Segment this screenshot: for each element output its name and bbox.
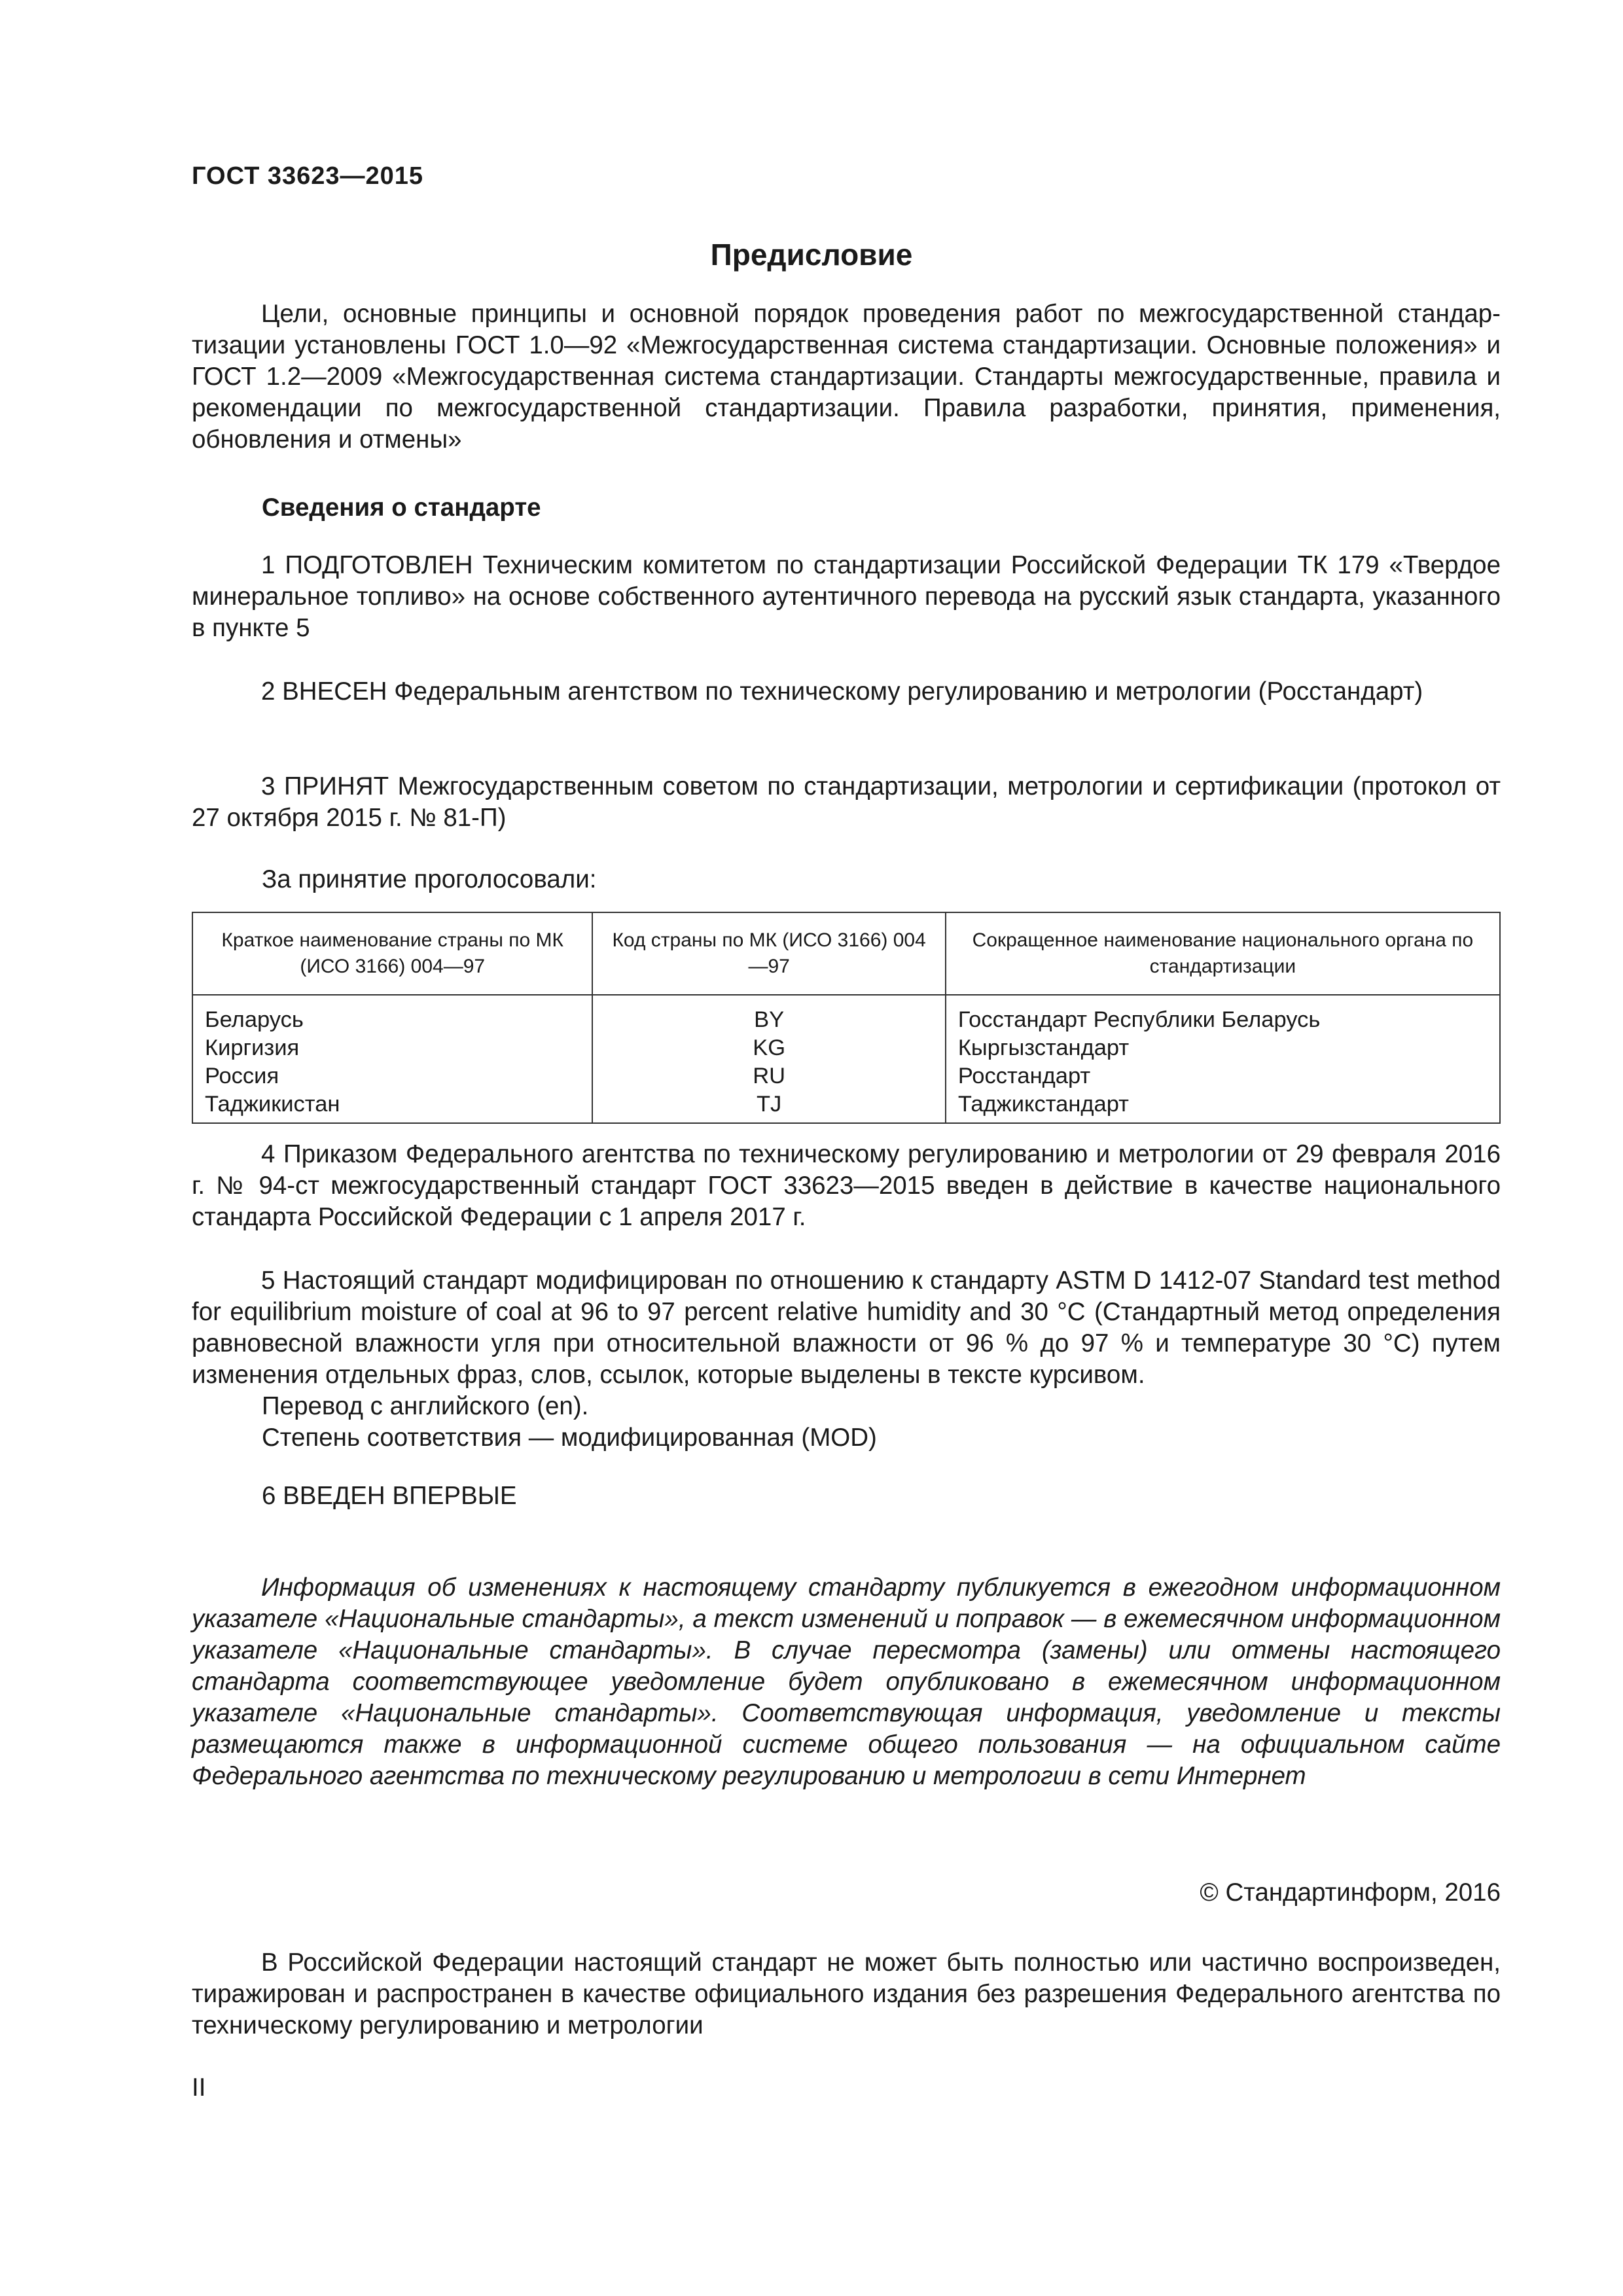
item-5-paragraph: 5 Настоящий стандарт модифицирован по отношению к стандарту ASTM D 1412-07 Standard test method for equilibrium moisture of coal at 96 to 97 percent relative humidity and 30 °C (Стандартный метод определения равновесной влажности угля при относительной влажности от 96 % до 97 % и температуре 30 °С) путем изменения отдельных фраз, слов, ссылок, которые выделены в тексте курсивом. bbox=[192, 1266, 1501, 1389]
changes-info-paragraph: Информация об изменениях к настоящему стандарту публикуется в ежегодном информационном указателе «Национальные стандарты», а текст изменений и поправок — в ежемесячном информационном указателе «Национальные стандарты». В случае пересмотра (замены) или отмены настоящего стандарта соответствующее уведомление будет опубликовано в ежемесячном информационном указателе «Национальные стандарты». Соответствующая информация, уведомление и тексты размещаются также в информационной системе общего пользования — на официальном сайте Федерального агентства по техническому регулированию и метрологии в сети Интернет bbox=[192, 1573, 1501, 1790]
table-header-row bbox=[192, 912, 1500, 995]
info-heading: Сведения о стандарте bbox=[262, 493, 541, 522]
cell-code: KG bbox=[592, 1034, 945, 1062]
page-title: Предисловие bbox=[710, 238, 913, 272]
table-row bbox=[192, 995, 1500, 1034]
conformity-line: Степень соответствия — модифицированная (MOD) bbox=[262, 1424, 877, 1452]
cell-code: TJ bbox=[592, 1090, 945, 1123]
header-code: Код страны по МК (ИСО 3166) 004—97 bbox=[592, 912, 945, 995]
table-row bbox=[192, 1034, 1500, 1062]
cell-country: Киргизия bbox=[192, 1034, 592, 1062]
cell-code: RU bbox=[592, 1062, 945, 1090]
item-1-paragraph: 1 ПОДГОТОВЛЕН Техническим комитетом по стандартизации Российской Федерации ТК 179 «Твердое минеральное топливо» на основе собственного аутентичного перевода на русский язык стандарта, указанного в пункте 5 bbox=[192, 551, 1501, 642]
cell-body: Таджикстандарт bbox=[946, 1090, 1500, 1123]
cell-body: Госстандарт Республики Беларусь bbox=[946, 995, 1500, 1034]
header-country: Краткое наименование страны по МК (ИСО 3166) 004—97 bbox=[192, 912, 592, 995]
table-row bbox=[192, 1090, 1500, 1123]
cell-code: BY bbox=[592, 995, 945, 1034]
cell-body: Росстандарт bbox=[946, 1062, 1500, 1090]
voting-table bbox=[192, 912, 1501, 1124]
copyright-line: © Стандартинформ, 2016 bbox=[1200, 1878, 1501, 1907]
vote-intro: За принятие проголосовали: bbox=[262, 865, 597, 893]
restriction-paragraph: В Российской Федерации настоящий стандарт не может быть полностью или частично воспроизведен, тиражирован и распространен в качестве официального издания без разрешения Федерального агентства по техническому регулированию и метрологии bbox=[192, 1948, 1501, 2039]
item-2-paragraph: 2 ВНЕСЕН Федеральным агентством по техническому регулированию и метрологии (Росстандарт) bbox=[261, 677, 1423, 706]
table-row bbox=[192, 1062, 1500, 1090]
item-4-paragraph: 4 Приказом Федерального агентства по техническому регулированию и метрологии от 29 февраля 2016 г. № 94-ст межгосударственный стандарт ГОСТ 33623—2015 введен в действие в качестве национального стандарта Российской Федерации с 1 апреля 2017 г. bbox=[192, 1140, 1501, 1231]
cell-body: Кыргызстандарт bbox=[946, 1034, 1500, 1062]
cell-country: Беларусь bbox=[192, 995, 592, 1034]
cell-country: Россия bbox=[192, 1062, 592, 1090]
header-body: Сокращенное наименование национального органа по стандартизации bbox=[946, 912, 1500, 995]
document-designation: ГОСТ 33623—2015 bbox=[192, 162, 424, 190]
page-number: II bbox=[192, 2073, 206, 2102]
item-6-line: 6 ВВЕДЕН ВПЕРВЫЕ bbox=[262, 1482, 517, 1510]
intro-paragraph: Цели, основные принципы и основной порядок проведения работ по межгосударственной стандартизации установлены ГОСТ 1.0—92 «Межгосударственная система стандартизации. Основные положения» и ГОСТ 1.2—2009 «Межгосударственная система стандартизации. Стандарты межгосударственные, правила и рекомендации по межгосударственной стандартизации. Правила разработки, принятия, применения, обновления и отмены» bbox=[192, 300, 1501, 454]
cell-country: Таджикистан bbox=[192, 1090, 592, 1123]
translation-line: Перевод с английского (en). bbox=[262, 1392, 589, 1420]
item-3-paragraph: 3 ПРИНЯТ Межгосударственным советом по стандартизации, метрологии и сертификации (протокол от 27 октября 2015 г. № 81-П) bbox=[192, 772, 1501, 832]
